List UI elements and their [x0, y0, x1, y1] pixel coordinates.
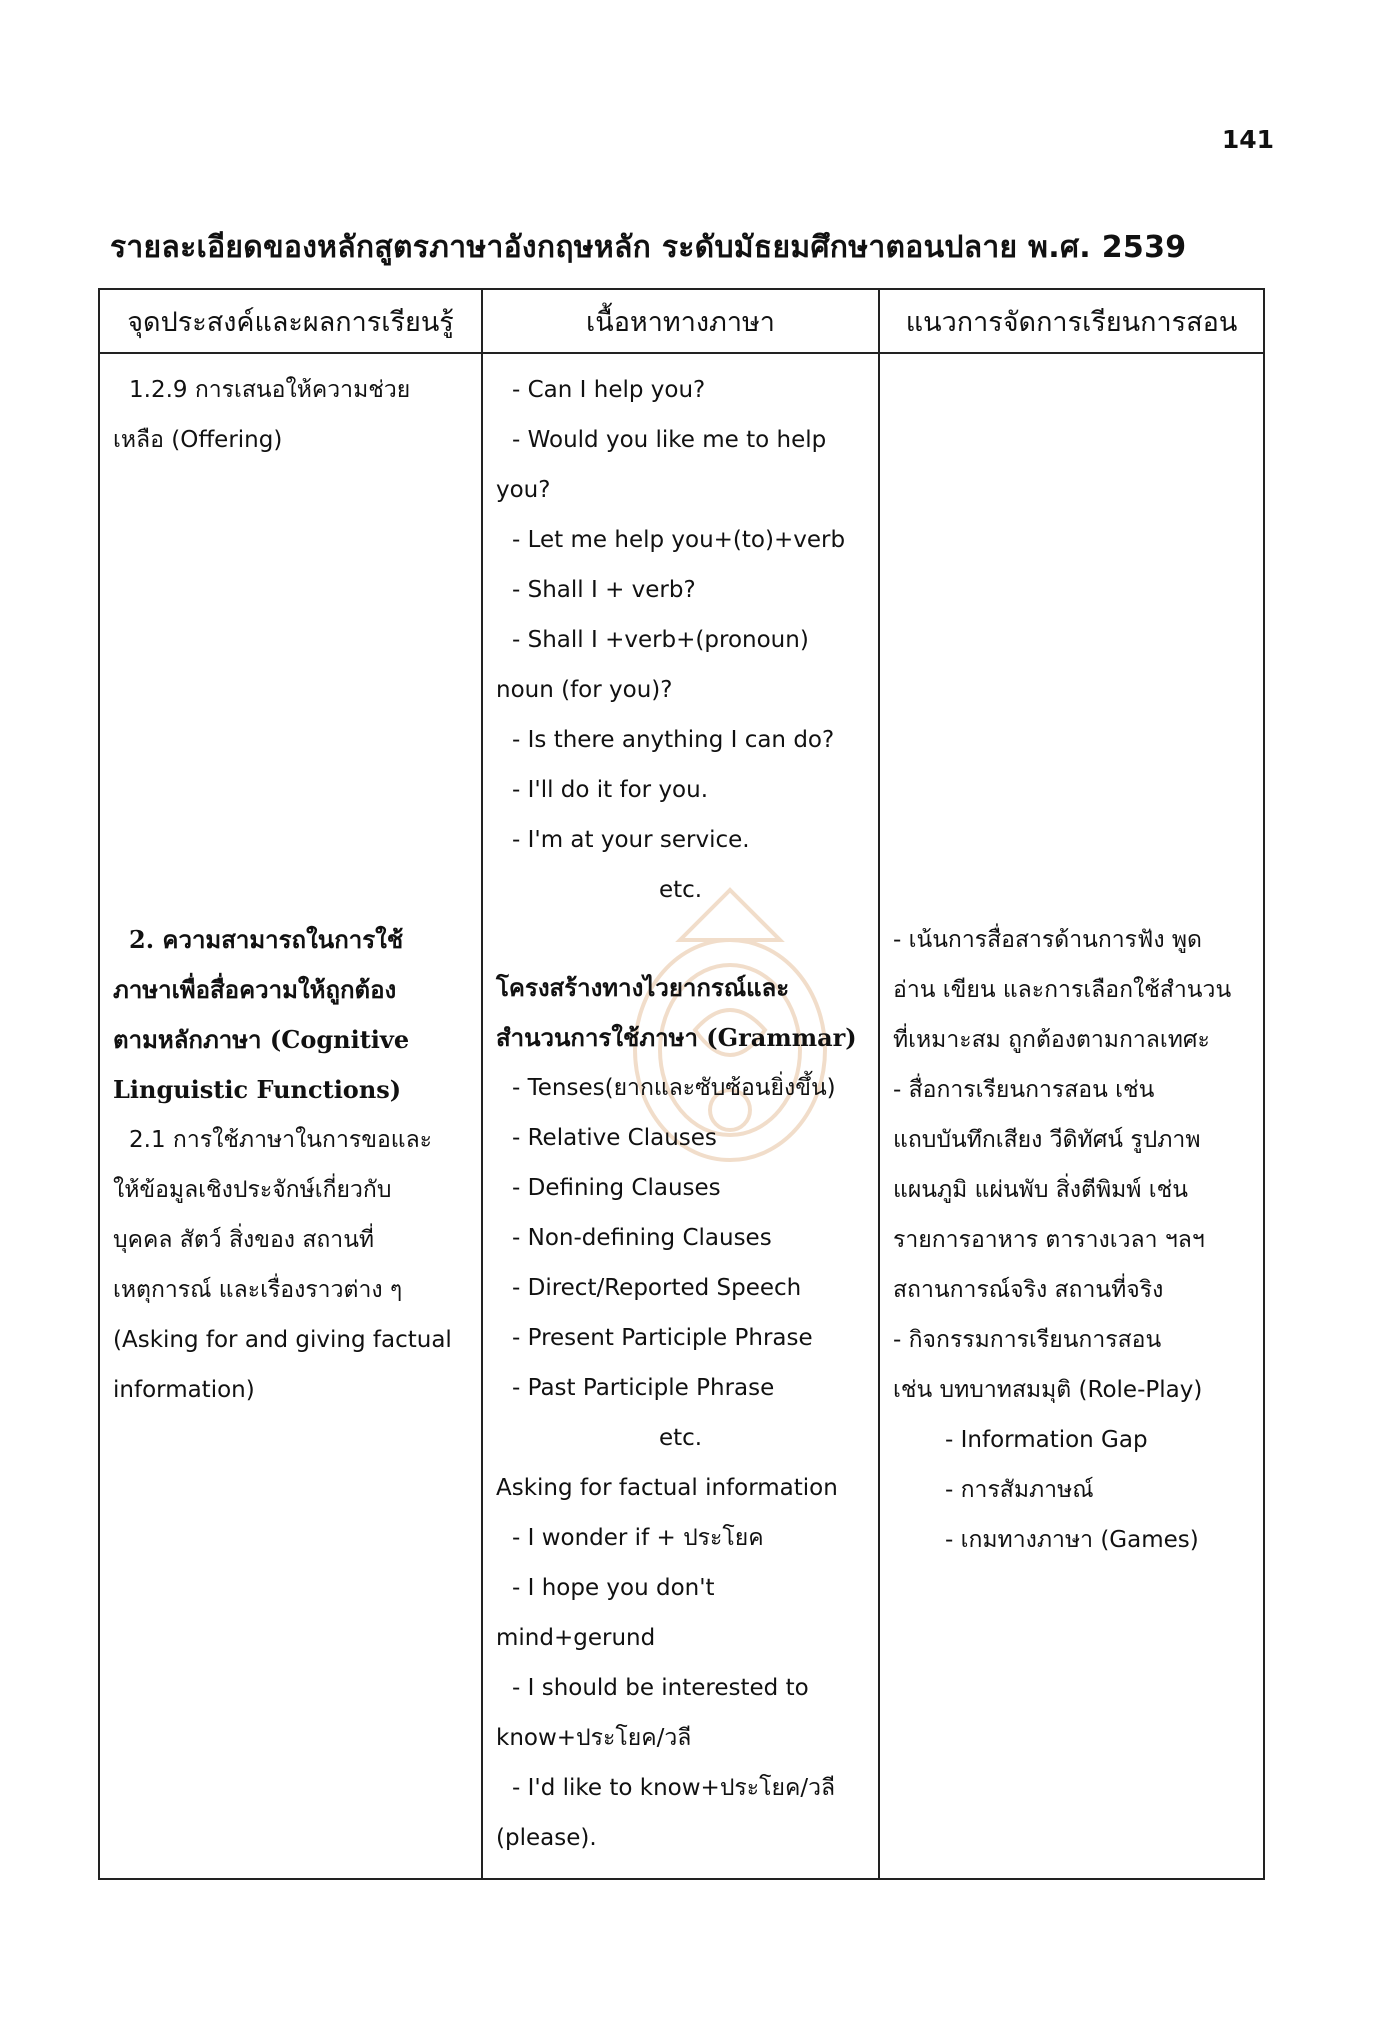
document-title: รายละเอียดของหลักสูตรภาษาอังกฤษหลัก ระดับมัธยมศึกษาตอนปลาย พ.ศ. 2539 — [110, 230, 1187, 265]
page-number: 141 — [1221, 125, 1274, 154]
curriculum-table — [98, 288, 1265, 1880]
objective-line: 2.1 การใช้ภาษาในการขอและ — [129, 1127, 433, 1153]
content-line: - I wonder if + ประโยค — [512, 1525, 764, 1551]
objective-line: บุคคล สัตว์ สิ่งของ สถานที่ — [113, 1227, 375, 1253]
content-line: - Relative Clauses — [512, 1125, 717, 1151]
content-line: - Defining Clauses — [512, 1175, 721, 1201]
content-line: noun (for you)? — [496, 677, 673, 703]
content-cell — [482, 353, 879, 1879]
section-heading: โครงสร้างทางไวยากรณ์และ — [496, 973, 790, 1002]
objectives-cell — [99, 353, 482, 1879]
section-heading: Linguistic Functions) — [113, 1075, 402, 1104]
approach-line: - สื่อการเรียนการสอน เช่น — [893, 1077, 1155, 1103]
table-header-row — [99, 289, 1264, 353]
approach-line: แผนภูมิ แผ่นพับ สิ่งตีพิมพ์ เช่น — [893, 1177, 1188, 1203]
approach-line: เช่น บทบาทสมมุติ (Role-Play) — [893, 1377, 1203, 1403]
content-line: mind+gerund — [496, 1625, 656, 1651]
content-line: Asking for factual information — [496, 1475, 838, 1501]
content-line: - I should be interested to — [512, 1675, 809, 1701]
approach-line: - กิจกรรมการเรียนการสอน — [893, 1327, 1162, 1353]
header-objectives: จุดประสงค์และผลการเรียนรู้ — [99, 289, 482, 353]
content-line: know+ประโยค/วลี — [496, 1725, 692, 1751]
approach-line: รายการอาหาร ตารางเวลา ฯลฯ — [893, 1227, 1205, 1253]
approach-line: ที่เหมาะสม ถูกต้องตามกาลเทศะ — [893, 1027, 1210, 1053]
content-line: - Is there anything I can do? — [512, 727, 835, 753]
objective-line: (Asking for and giving factual — [113, 1327, 452, 1353]
content-line: - Would you like me to help — [512, 427, 827, 453]
content-line: - Present Participle Phrase — [512, 1325, 813, 1351]
approach-line: - Information Gap — [945, 1427, 1148, 1453]
approach-line: แถบบันทึกเสียง วีดิทัศน์ รูปภาพ — [893, 1127, 1201, 1153]
content-line: - Shall I + verb? — [512, 577, 696, 603]
content-line: - I'll do it for you. — [512, 777, 709, 803]
objective-line: information) — [113, 1377, 255, 1403]
content-line: - Shall I +verb+(pronoun) — [512, 627, 809, 653]
approach-line: - เน้นการสื่อสารด้านการฟัง พูด — [893, 927, 1202, 953]
content-line: - Can I help you? — [512, 377, 706, 403]
approach-line: อ่าน เขียน และการเลือกใช้สำนวน — [893, 977, 1232, 1003]
content-line: (please). — [496, 1825, 597, 1851]
content-line: etc. — [658, 877, 703, 903]
content-line: - I'd like to know+ประโยค/วลี — [512, 1775, 836, 1801]
content-line: etc. — [658, 1425, 703, 1451]
header-language-content: เนื้อหาทางภาษา — [482, 289, 879, 353]
content-line: - Past Participle Phrase — [512, 1375, 775, 1401]
content-line: - I'm at your service. — [512, 827, 750, 853]
table-row — [99, 353, 1264, 1879]
content-line: - Direct/Reported Speech — [512, 1275, 802, 1301]
approach-cell — [879, 353, 1264, 1879]
content-line: - Let me help you+(to)+verb — [512, 527, 846, 553]
content-line: - Tenses(ยากและซับซ้อนยิ่งขึ้น) — [512, 1075, 836, 1101]
section-heading: ตามหลักภาษา (Cognitive — [113, 1025, 410, 1054]
objective-line: ให้ข้อมูลเชิงประจักษ์เกี่ยวกับ — [113, 1177, 392, 1203]
content-line: - Non-defining Clauses — [512, 1225, 772, 1251]
objective-line: 1.2.9 การเสนอให้ความช่วย — [129, 377, 411, 403]
objective-line: เหตุการณ์ และเรื่องราวต่าง ๆ — [113, 1277, 403, 1303]
section-heading: สำนวนการใช้ภาษา (Grammar) — [496, 1023, 857, 1052]
header-teaching-approach: แนวการจัดการเรียนการสอน — [879, 289, 1264, 353]
content-line: - I hope you don't — [512, 1575, 715, 1601]
content-line: you? — [496, 477, 551, 503]
objective-line: เหลือ (Offering) — [113, 427, 283, 453]
approach-line: - เกมทางภาษา (Games) — [945, 1527, 1199, 1553]
approach-line: - การสัมภาษณ์ — [945, 1477, 1094, 1503]
section-heading: ภาษาเพื่อสื่อความให้ถูกต้อง — [113, 975, 397, 1004]
section-heading: 2. ความสามารถในการใช้ — [129, 925, 404, 954]
approach-line: สถานการณ์จริง สถานที่จริง — [893, 1277, 1164, 1303]
